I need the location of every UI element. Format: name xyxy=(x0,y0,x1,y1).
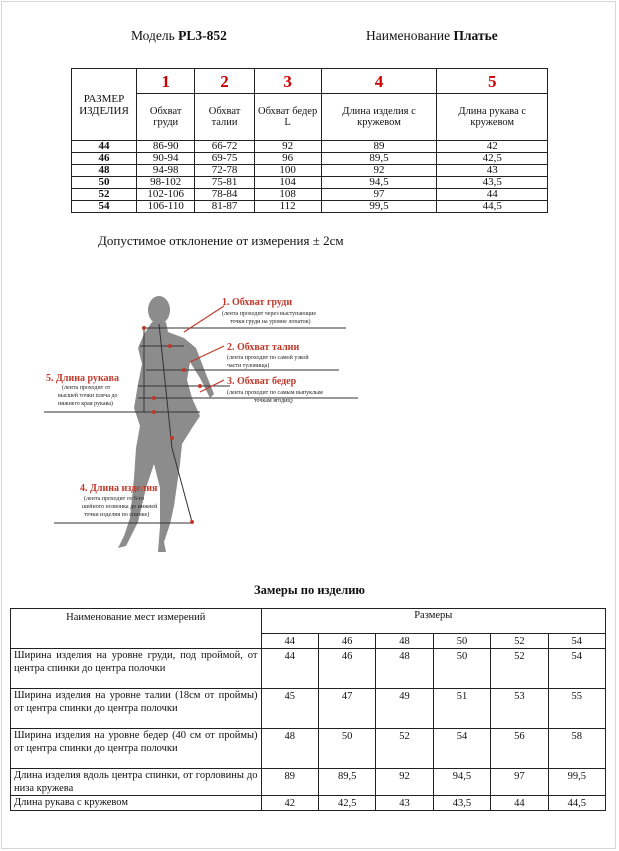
size-col: 44 xyxy=(261,634,318,649)
cell: 100 xyxy=(254,165,321,177)
size-col: 50 xyxy=(433,634,490,649)
table-row xyxy=(72,189,548,201)
size-col: 54 xyxy=(548,634,605,649)
cell: 89,5 xyxy=(321,153,437,165)
cell: 54 xyxy=(548,649,605,689)
row-size: 46 xyxy=(72,153,137,165)
cell: 54 xyxy=(433,729,490,769)
col-num-5: 5 xyxy=(437,69,548,94)
col-label-2: Обхват талии xyxy=(195,94,254,141)
cell: 90-94 xyxy=(137,153,195,165)
m3-title: 3. Обхват бедер xyxy=(227,376,297,387)
cell: 92 xyxy=(321,165,437,177)
cell: 92 xyxy=(376,769,433,796)
cell: 50 xyxy=(433,649,490,689)
cell: 94,5 xyxy=(321,177,437,189)
cell: 78-84 xyxy=(195,189,254,201)
cell: 45 xyxy=(261,689,318,729)
cell: 94-98 xyxy=(137,165,195,177)
m2-note1: (лента проходит по самой узкой xyxy=(227,355,309,361)
row-size: 54 xyxy=(72,201,137,213)
cell: 89 xyxy=(261,769,318,796)
m4-note1: (лента проходит от 6-го xyxy=(84,496,145,502)
row-size: 48 xyxy=(72,165,137,177)
cell: 44,5 xyxy=(437,201,548,213)
m4-note2: шейного позвонка до нижней xyxy=(82,504,158,510)
measure-label: Ширина изделия на уровне груди, под проймой, от центра спинки до центра полочки xyxy=(11,649,262,689)
table-row xyxy=(11,769,606,796)
m5-note3: нижнего края рукава) xyxy=(58,401,113,407)
m1-note1: (лента проходит через выступающие xyxy=(222,311,316,317)
cell: 48 xyxy=(261,729,318,769)
col-label-3: Обхват бедер L xyxy=(254,94,321,141)
table-row xyxy=(72,177,548,189)
tolerance-note: Допустимое отклонение от измерения ± 2см xyxy=(98,233,344,248)
cell: 52 xyxy=(491,649,548,689)
cell: 99,5 xyxy=(548,769,605,796)
cell: 42,5 xyxy=(318,796,375,811)
place-header: Наименование мест измерений xyxy=(11,609,262,649)
m2-title: 2. Обхват талии xyxy=(227,342,300,353)
cell: 102-106 xyxy=(137,189,195,201)
row-size: 44 xyxy=(72,141,137,153)
col-num-2: 2 xyxy=(195,69,254,94)
cell: 112 xyxy=(254,201,321,213)
cell: 42 xyxy=(261,796,318,811)
model-label: Модель xyxy=(131,28,175,43)
cell: 97 xyxy=(321,189,437,201)
size-table xyxy=(71,68,548,213)
cell: 75-81 xyxy=(195,177,254,189)
sizes-header: Размеры xyxy=(261,609,605,634)
name-label: Наименование xyxy=(366,28,451,43)
cell: 55 xyxy=(548,689,605,729)
garment-table xyxy=(10,608,606,811)
cell: 108 xyxy=(254,189,321,201)
col-label-1: Обхват груди xyxy=(137,94,195,141)
cell: 52 xyxy=(376,729,433,769)
cell: 44,5 xyxy=(548,796,605,811)
measure-label: Ширина изделия на уровне талии (18см от проймы) от центра спинки до центра полочки xyxy=(11,689,262,729)
row-size: 52 xyxy=(72,189,137,201)
table-row xyxy=(72,141,548,153)
cell: 104 xyxy=(254,177,321,189)
col-label-4: Длина изделия с кружевом xyxy=(321,94,437,141)
m1-title: 1. Обхват груди xyxy=(222,297,293,308)
m3-note2: точкам ягодиц) xyxy=(254,398,293,404)
measure-label: Длина изделия вдоль центра спинки, от горловины до низа кружева xyxy=(11,769,262,796)
model-header xyxy=(131,28,227,44)
size-table-corner: РАЗМЕР ИЗДЕЛИЯ xyxy=(72,69,137,141)
m2-note2: части туловища) xyxy=(227,363,270,369)
measurement-figure xyxy=(34,288,374,556)
measure-label: Ширина изделия на уровне бедер (40 см от проймы) от центра спинки до центра полочки xyxy=(11,729,262,769)
col-num-4: 4 xyxy=(321,69,437,94)
table-row xyxy=(11,689,606,729)
cell: 44 xyxy=(261,649,318,689)
table-row xyxy=(11,729,606,769)
size-col: 52 xyxy=(491,634,548,649)
size-col: 48 xyxy=(376,634,433,649)
cell: 44 xyxy=(437,189,548,201)
cell: 81-87 xyxy=(195,201,254,213)
garment-table-title: Замеры по изделию xyxy=(254,583,365,597)
cell: 96 xyxy=(254,153,321,165)
cell: 86-90 xyxy=(137,141,195,153)
cell: 72-78 xyxy=(195,165,254,177)
m5-note1: (лента проходит от xyxy=(62,385,111,391)
cell: 58 xyxy=(548,729,605,769)
table-row xyxy=(72,165,548,177)
m3-note1: (лента проходит по самым выпуклым xyxy=(227,390,323,396)
table-row xyxy=(11,796,606,811)
size-col: 46 xyxy=(318,634,375,649)
m4-title: 4. Длина изделия xyxy=(80,483,158,494)
cell: 97 xyxy=(491,769,548,796)
cell: 48 xyxy=(376,649,433,689)
m5-title: 5. Длина рукава xyxy=(46,373,119,384)
model-value: PL3-852 xyxy=(178,28,227,43)
cell: 94,5 xyxy=(433,769,490,796)
cell: 42,5 xyxy=(437,153,548,165)
m1-note2: точки груди на уровне лопаток) xyxy=(230,319,311,325)
cell: 56 xyxy=(491,729,548,769)
cell: 46 xyxy=(318,649,375,689)
table-row xyxy=(72,153,548,165)
row-size: 50 xyxy=(72,177,137,189)
cell: 43 xyxy=(376,796,433,811)
cell: 69-75 xyxy=(195,153,254,165)
table-row xyxy=(11,649,606,689)
cell: 50 xyxy=(318,729,375,769)
cell: 43,5 xyxy=(433,796,490,811)
cell: 44 xyxy=(491,796,548,811)
table-row xyxy=(72,201,548,213)
m5-note2: высшей точки плеча до xyxy=(58,393,118,399)
cell: 98-102 xyxy=(137,177,195,189)
cell: 66-72 xyxy=(195,141,254,153)
cell: 43 xyxy=(437,165,548,177)
name-value: Платье xyxy=(453,28,498,43)
cell: 43,5 xyxy=(437,177,548,189)
m4-note3: точки изделия по спинке) xyxy=(84,512,150,518)
measure-label: Длина рукава с кружевом xyxy=(11,796,262,811)
name-header xyxy=(366,28,498,44)
col-label-5: Длина рукава с кружевом xyxy=(437,94,548,141)
cell: 89,5 xyxy=(318,769,375,796)
cell: 53 xyxy=(491,689,548,729)
cell: 89 xyxy=(321,141,437,153)
cell: 92 xyxy=(254,141,321,153)
cell: 42 xyxy=(437,141,548,153)
col-num-3: 3 xyxy=(254,69,321,94)
cell: 49 xyxy=(376,689,433,729)
cell: 106-110 xyxy=(137,201,195,213)
cell: 99,5 xyxy=(321,201,437,213)
col-num-1: 1 xyxy=(137,69,195,94)
cell: 51 xyxy=(433,689,490,729)
cell: 47 xyxy=(318,689,375,729)
